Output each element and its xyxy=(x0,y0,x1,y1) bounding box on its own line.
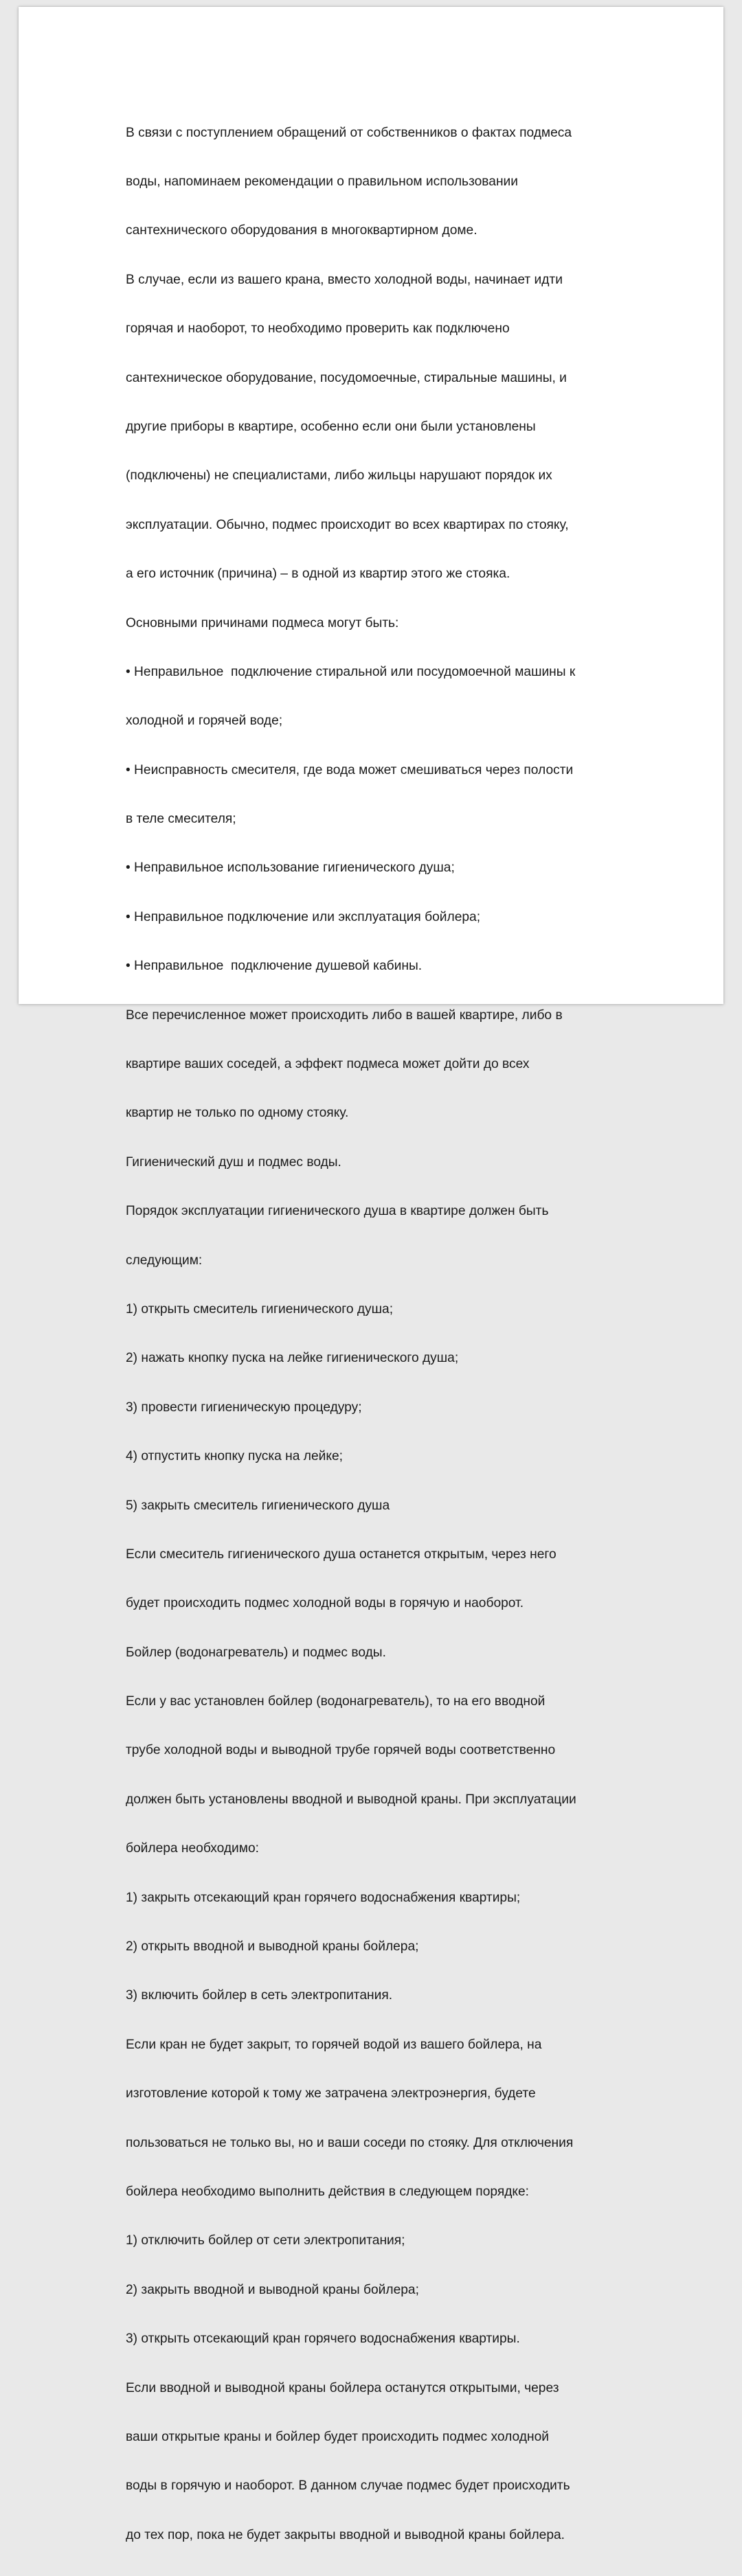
text-line: В случае, если из вашего крана, вместо холодной воды, начинает идти xyxy=(126,272,563,287)
text-line: Основными причинами подмеса могут быть: xyxy=(126,615,399,630)
text-line: бойлера необходимо: xyxy=(126,1841,259,1856)
text-line: сантехническое оборудование, посудомоечные, стиральные машины, и xyxy=(126,370,567,385)
text-line: изготовление которой к тому же затрачена электроэнергия, будете xyxy=(126,2086,536,2101)
text-line: горячая и наоборот, то необходимо проверить как подключено xyxy=(126,321,510,337)
text-line: В связи с поступлением обращений от собственников о фактах подмеса xyxy=(126,125,572,140)
text-line: Если кран не будет закрыт, то горячей водой из вашего бойлера, на xyxy=(126,2037,542,2052)
bullet-item: • Неправильное подключение душевой кабины. xyxy=(126,959,423,974)
numbered-item: 3) открыть отсекающий кран горячего водоснабжения квартиры. xyxy=(126,2332,520,2347)
bullet-item: • Неправильное подключение стиральной или посудомоечной машины к xyxy=(126,664,576,679)
text-line: трубе холодной воды и выводной трубе горячей воды соответственно xyxy=(126,1743,556,1758)
text-line: Все перечисленное может происходить либо в вашей квартире, либо в xyxy=(126,1007,563,1023)
text-line: квартире ваших соседей, а эффект подмеса может дойти до всех xyxy=(126,1057,530,1072)
text-line: бойлера необходимо выполнить действия в следующем порядке: xyxy=(126,2185,530,2199)
text-line: ваши открытые краны и бойлер будет происходить подмес холодной xyxy=(126,2429,549,2444)
numbered-item: 1) открыть смеситель гигиенического душа; xyxy=(126,1301,394,1317)
numbered-item: 5) закрыть смеситель гигиенического душа xyxy=(126,1498,390,1513)
text-line: эксплуатации. Обычно, подмес происходит во всех квартирах по стояку, xyxy=(126,517,569,532)
numbered-item: 4) отпустить кнопку пуска на лейке; xyxy=(126,1449,343,1464)
numbered-item: 1) закрыть отсекающий кран горячего водоснабжения квартиры; xyxy=(126,1890,521,1905)
bullet-item: • Неправильное использование гигиенического душа; xyxy=(126,860,455,876)
bullet-item: • Неправильное подключение или эксплуатация бойлера; xyxy=(126,909,481,924)
text-line: сантехнического оборудования в многоквартирном доме. xyxy=(126,223,477,238)
text-line: Если вводной и выводной краны бойлера останутся открытыми, через xyxy=(126,2380,559,2395)
document-body-text xyxy=(126,92,620,2576)
section-heading: Гигиенический душ и подмес воды. xyxy=(126,1154,341,1170)
section-heading: Бойлер (водонагреватель) и подмес воды. xyxy=(126,1645,386,1660)
text-line: другие приборы в квартире, особенно если они были установлены xyxy=(126,419,536,434)
bullet-item: • Неисправность смесителя, где вода может смешиваться через полости xyxy=(126,762,574,777)
text-line: следующим: xyxy=(126,1253,203,1268)
numbered-item: 2) закрыть вводной и выводной краны бойлера; xyxy=(126,2282,419,2297)
text-line: воды в горячую и наоборот. В данном случае подмес будет происходить xyxy=(126,2478,570,2494)
text-line: будет происходить подмес холодной воды в горячую и наоборот. xyxy=(126,1596,524,1611)
numbered-item: 2) открыть вводной и выводной краны бойлера; xyxy=(126,1939,419,1954)
numbered-item: 1) отключить бойлер от сети электропитания; xyxy=(126,2233,405,2248)
text-line: (подключены) не специалистами, либо жильцы нарушают порядок их xyxy=(126,468,552,483)
text-line: воды, напоминаем рекомендации о правильном использовании xyxy=(126,174,518,189)
text-line: а его источник (причина) – в одной из квартир этого же стояка. xyxy=(126,567,510,582)
text-line: Если у вас установлен бойлер (водонагреватель), то на его вводной xyxy=(126,1694,546,1709)
text-line: должен быть установлены вводной и выводной краны. При эксплуатации xyxy=(126,1792,576,1807)
document-page xyxy=(19,7,723,2542)
numbered-item: 3) провести гигиеническую процедуру; xyxy=(126,1400,362,1415)
text-line: Если смеситель гигиенического душа останется открытым, через него xyxy=(126,1547,556,1562)
text-line: до тех пор, пока не будет закрыты вводной и выводной краны бойлера. xyxy=(126,2527,565,2542)
text-line: пользоваться не только вы, но и ваши соседи по стояку. Для отключения xyxy=(126,2135,574,2150)
text-line: в теле смесителя; xyxy=(126,812,236,827)
text-line: холодной и горячей воде; xyxy=(126,714,283,729)
numbered-item: 2) нажать кнопку пуска на лейке гигиенического душа; xyxy=(126,1351,459,1366)
text-line: Порядок эксплуатации гигиенического душа в квартире должен быть xyxy=(126,1204,549,1219)
text-line: квартир не только по одному стояку. xyxy=(126,1106,349,1121)
numbered-item: 3) включить бойлер в сеть электропитания. xyxy=(126,1988,393,2003)
